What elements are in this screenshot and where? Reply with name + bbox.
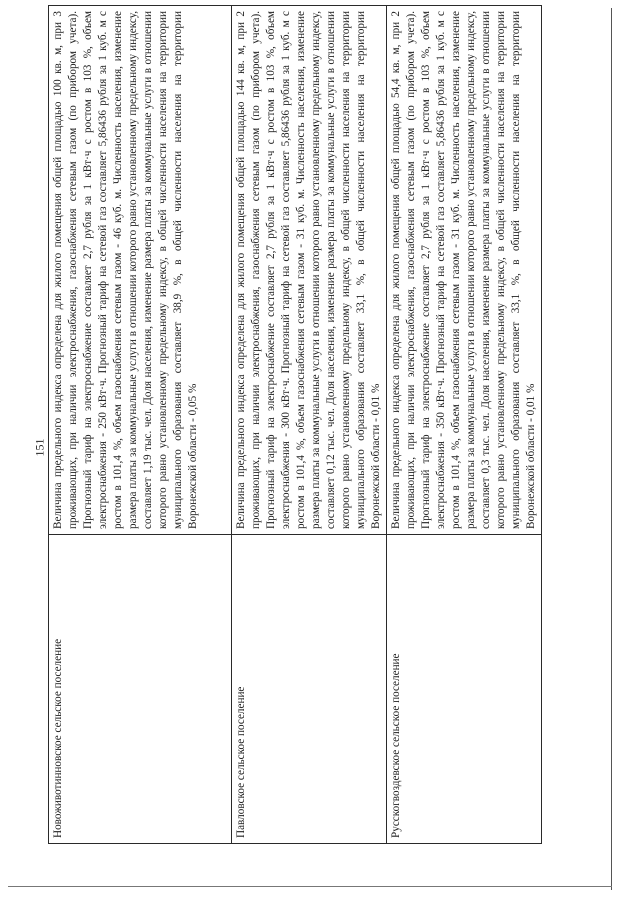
- settlement-name: Павловское сельское поселение: [232, 535, 387, 844]
- settlements-table: [48, 5, 542, 844]
- index-description: Величина предельного индекса определена для жилого помещения общей площадью 144 кв. м, при 2 проживающих, при наличии электроснабжения, газоснабжения сетевым газом (по прибором учета). Прогнозный тариф на электроснабжение составляет 2,7 рубля за 1 кВт·ч с ростом в 103 %, объем электроснабжения - 300 кВт·ч. Прогнозный тариф на сетевой газ составляет 5,86436 рубля за 1 куб. м с ростом в 101,4 %, объем газоснабжения сетевым газом - 31 куб. м. Численность населения, изменение размера платы за коммунальные услуги в отношении которого равно установленному предельному индексу, составляет 0,12 тыс. чел. Доля населения, изменение размера платы за коммунальные услуги в отношении которого равно установленному предельному индексу, в общей численности населения на территории муниципального образования составляет 33,1 %, в общей численности населения на территории Воронежской области - 0,01 %: [232, 6, 387, 535]
- settlement-name: Новоживотинновское сельское поселение: [49, 535, 232, 844]
- settlement-name: Русскогвоздевское сельское поселение: [387, 535, 542, 844]
- index-description: Величина предельного индекса определена для жилого помещения общей площадью 100 кв. м, при 3 проживающих, при наличии электроснабжения, газоснабжения сетевым газом (по прибором учета). Прогнозный тариф на электроснабжение составляет 2,7 рубля за 1 кВт·ч с ростом в 103 %, объем электроснабжения - 250 кВт·ч. Прогнозный тариф на сетевой газ составляет 5,86436 рубля за 1 куб. м с ростом в 101,4 %, объем газоснабжения сетевым газом - 46 куб. м. Численность населения, изменение размера платы за коммунальные услуги в отношении которого равно установленному предельному индексу, составляет 1,19 тыс. чел. Доля населения, изменение размера платы за коммунальные услуги в отношении которого равно установленному предельному индексу, в общей численности населения на территории муниципального образования составляет 38,9 %, в общей численности населения на территории Воронежской области - 0,05 %: [49, 6, 232, 535]
- page-number: 151: [32, 438, 47, 457]
- page-edge-line: [8, 886, 612, 887]
- table-row: [49, 6, 232, 844]
- page-edge-line: [611, 8, 612, 890]
- table-row: [232, 6, 387, 844]
- table-row: [387, 6, 542, 844]
- index-description: Величина предельного индекса определена для жилого помещения общей площадью 54,4 кв. м, при 2 проживающих, при наличии электроснабжения, газоснабжения сетевым газом (по прибором учета). Прогнозный тариф на электроснабжение составляет 2,7 рубля за 1 кВт·ч с ростом в 103 %, объем электроснабжения - 350 кВт·ч. Прогнозный тариф на сетевой газ составляет 5,86436 рубля за 1 куб. м с ростом в 101,4 %, объем газоснабжения сетевым газом - 31 куб. м. Численность населения, изменение размера платы за коммунальные услуги в отношении которого равно установленному предельному индексу, составляет 0,3 тыс. чел. Доля населения, изменение размера платы за коммунальные услуги в отношении которого равно установленному предельному индексу, в общей численности населения на территории муниципального образования составляет 33,1 %, в общей численности населения на территории Воронежской области - 0,01 %: [387, 6, 542, 535]
